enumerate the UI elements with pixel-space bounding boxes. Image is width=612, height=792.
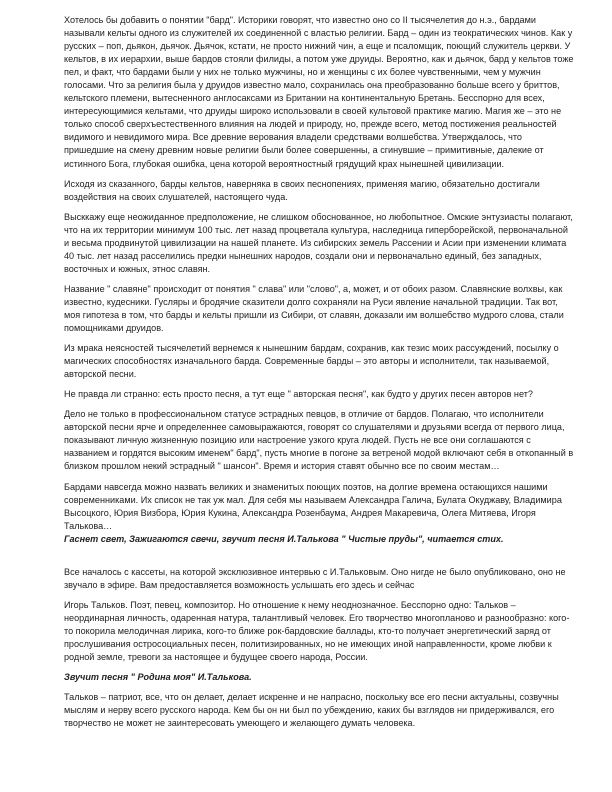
paragraph-great-bards: Бардами навсегда можно назвать великих и знаменитых поющих поэтов, на долгие времена остающихся нашими современниками. Их список не так уж мал. Для себя мы называем Александра Галича, Булата Окуджаву, Владимира Высоцкого, Юрия Визбора, Юрия Кукина, Александра Розенбаума, Андрея Макаревича, Олега Митяева, Игоря Талькова… xyxy=(64,481,562,531)
paragraph-bard-history: Хотелось бы добавить о понятии "бард". Историки говорят, что известно оно со II тысячелетия до н.э., бардами называли кельты одного из служителей их соединенной с властью религии. Бард – один из теократических чинов. Как у русских – поп, дьякон, дьячок. Дьячок, кстати, не просто нижний чин, а еще и псаломщик, поющий служитель церкви. У кельтов, в их иерархии, выше бардов стояли филиды, а потом уже друиды. Вероятно, как и дьячок, бард у кельтов тоже пел, и факт, что бардами были у них не только мужчины, но и женщины с их более чувственными, чем у мужчин голосами. Что за религия была у друидов известно мало, сохранилась она преобразованно больше всего у бриттов, кельтского племени, вытесненного англосаксами из Британии на континентальную Бретань. Бесспорно для всех, интересующимися кельтами, что друиды широко использовали в своей культовой практике магию. Магия же – это не только способ сверхъестественного влияния на людей и природу, но, прежде всего, метод постижения реальностей видимого и невидимого мира. Все древние верования владели средствами волшебства. Утверждалось, что пришедшие на смену древним новые религии были более совершенны, а сгинувшие – примитивные, далекие от истинного Бога, глубокая ошибка, цена которой вероятностный грядущий крах нынешней цивилизации. xyxy=(64,15,574,169)
paragraph-modern-bards: Из мрака неясностей тысячелетий вернемся к нынешним бардам, сохранив, как тезис моих рассуждений, посылку о магических способностях изначального барда. Современные барды – это авторы и исполнители, так называемой, авторской песни. xyxy=(64,343,559,380)
stage-direction-1: Гаснет свет, Зажигаются свечи, звучит песня И.Талькова " Чистые пруды", читается стих. xyxy=(64,533,504,544)
paragraph-slavs: Название " славяне" происходит от понятия " слава" или "слово", а, может, и от обоих разом. Славянские волхвы, как известно, кудесники. Гусляры и бродячие сказители долго сохраняли на Руси явление начальной традиции. Так вот, моя гипотеза в том, что барды и кельты пришли из Сибири, от славян, доказали им волшебство мудрого слова, стали помощниками друидов. xyxy=(64,283,564,334)
stage-direction-2: Звучит песня " Родина моя" И.Талькова. xyxy=(64,672,252,683)
paragraph-patriot: Тальков – патриот, все, что он делает, делает искренне и не напрасно, поскольку все его песни актуальны, созвучны мыслям и нерву всего русского народа. Кем бы он ни был по убеждению, каких бы взглядов ни придерживался, его творчество не может не заинтересовать умеющего и желающего думать человека. xyxy=(64,692,559,729)
paragraph-cassette: Все началось с кассеты, на которой эксклюзивное интервью с И.Тальковым. Оно нигде не было опубликовано, оно не звучало в эфире. Вам предоставляется возможность услышать его здесь и сейчас xyxy=(64,566,566,590)
document-page xyxy=(64,14,574,737)
paragraph-bards-magic: Исходя из сказанного, барды кельтов, наверняка в своих песнопениях, применяя магию, обязательно достигали воздействия на своих слушателей, настоящего чуда. xyxy=(64,178,540,202)
paragraph-hypothesis: Высккажу еще неожиданное предположение, не слишком обоснованное, но любопытное. Омские энтузиасты полагают, что на их территории минимум 100 тыс. лет назад процветала культура, наследница гиперборейской, первоначальной и весьма продвинутой цивилизации на нашей планете. Из сибирских земель Рассении и Асии при изменении климата 40 тыс. лет назад расселились предки нынешних народов, создали они и первоначально единый, без западных, восточных и южных, этнос славян. xyxy=(64,211,573,274)
paragraph-talkov: Игорь Тальков. Поэт, певец, композитор. Но отношение к нему неоднозначное. Бесспорно одно: Тальков – неординарная личность, одаренная натура, талантливый человек. Его творчество многопланово и разнообразно: кого-то покорила мелодичная лирика, кого-то ближе рок-бардовские баллады, кто-то получает энергетический заряд от прослушивания остросоциальных песен, политизированных, но не имеющих иной направленности, кроме любви к родной земле, тревоги за настоящее и будущее своего народа, России. xyxy=(64,599,570,663)
paragraph-question: Не правда ли странно: есть просто песня, а тут еще " авторская песня", как будто у других песен авторов нет? xyxy=(64,389,533,400)
paragraph-status: Дело не только в профессиональном статусе эстрадных певцов, в отличие от бардов. Полагаю, что исполнители авторской песни ярче и определеннее самовыражаются, говорят со слушателями и друзьями всегда от первого лица, показывают личную жизненную позицию или настроение узкого круга людей. Пусть не все они соглашаются с названием и гордятся высоким именем" бард", пусть многие в погоне за ветреной модой включают себя в откопанный в близком прошлом некий эстрадный " шансон". Время и история ставят обычно все по своим местам… xyxy=(64,409,574,472)
